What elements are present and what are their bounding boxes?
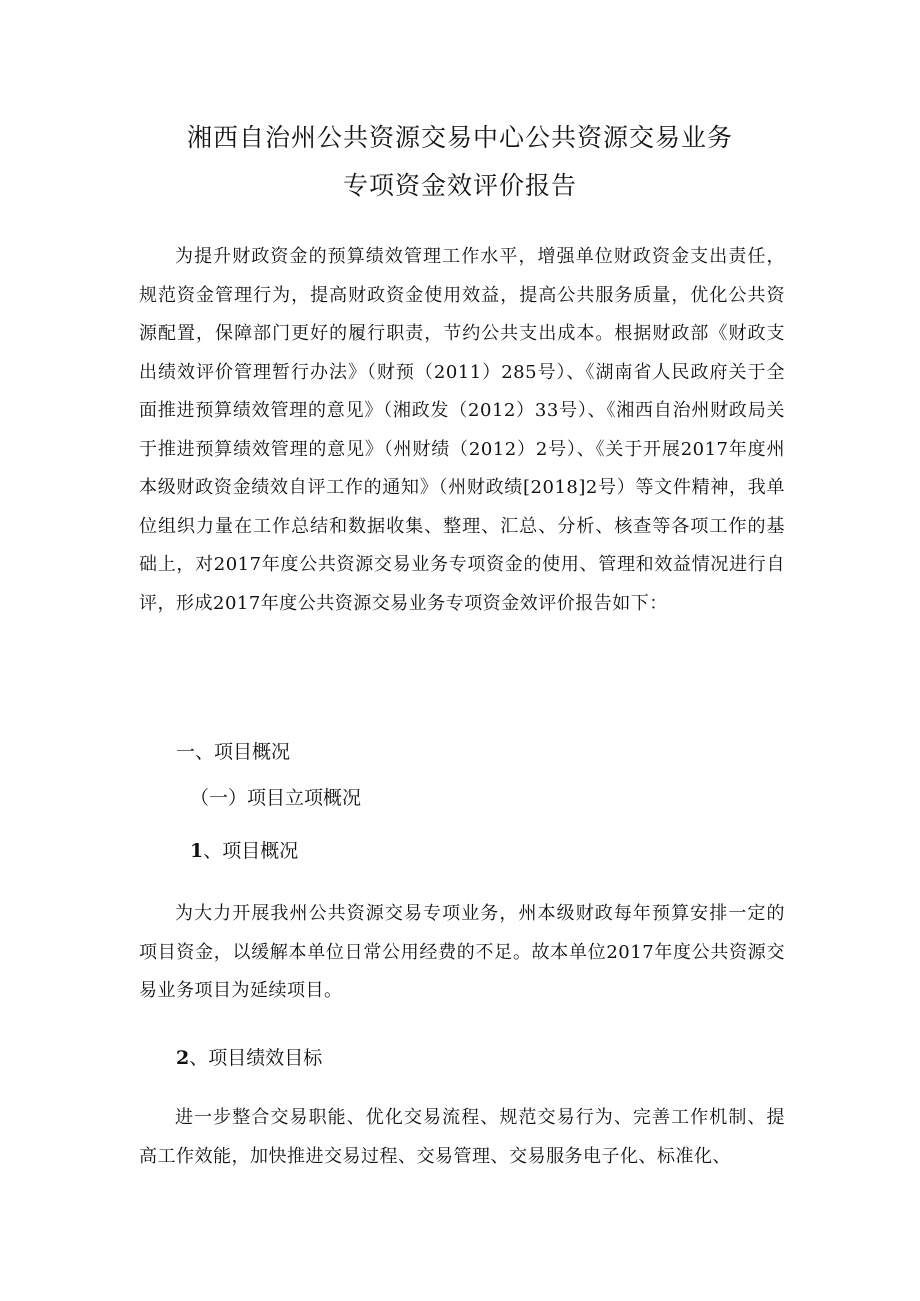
item-heading-performance-goals [176,1043,322,1070]
item-heading-text: 、项目绩效目标 [189,1047,323,1069]
project-overview-paragraph: 为大力开展我州公共资源交易专项业务，州本级财政每年预算安排一定的项目资金，以缓解本单位日常公用经费的不足。故本单位2017年度公共资源交易业务项目为延续项目。 [139,903,785,1001]
subsection-heading-project-setup: （一）项目立项概况 [190,787,362,809]
performance-goals-paragraph: 进一步整合交易职能、优化交易流程、规范交易行为、完善工作机制、提高工作效能，加快推进交易过程、交易管理、交易服务电子化、标准化、 [139,1107,785,1167]
section-heading-project-overview: 一、项目概况 [176,741,291,763]
item-number: 2 [176,1047,190,1069]
document-title-line-2: 专项资金效评价报告 [342,171,577,200]
document-title-line-1: 湘西自治州公共资源交易中心公共资源交易业务 [186,123,733,152]
item-heading-project-overview [190,836,298,863]
intro-paragraph: 为提升财政资金的预算绩效管理工作水平，增强单位财政资金支出责任，规范资金管理行为，提高财政资金使用效益，提高公共服务质量，优化公共资源配置，保障部门更好的履行职责，节约公共支出成本。根据财政部《财政支出绩效评价管理暂行办法》（财预（2011）285号）、《湖南省人民政府关于全面推进预算绩效管理的意见》（湘政发（2012）33号）、《湘西自治州财政局关于推进预算绩效管理的意见》（州财绩（2012）2号）、《关于开展2017年度州本级财政资金绩效自评工作的通知》（州财政绩[2018]2号）等文件精神，我单位组织力量在工作总结和数据收集、整理、汇总、分析、核查等各项工作的基础上，对2017年度公共资源交易业务专项资金的使用、管理和效益情况进行自评，形成2017年度公共资源交易业务专项资金效评价报告如下： [139,246,785,614]
item-number: 1 [190,840,204,862]
item-heading-text: 、项目概况 [203,840,299,862]
